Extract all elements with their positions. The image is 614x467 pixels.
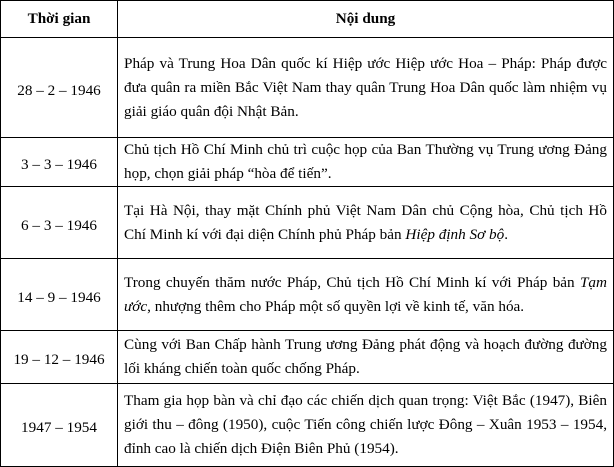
table-row bbox=[1, 187, 614, 259]
table-row bbox=[1, 259, 614, 331]
header-time: Thời gian bbox=[1, 1, 118, 38]
content-text: Tại Hà Nội, thay mặt Chính phủ Việt Nam Dân chủ Cộng hòa, Chủ tịch Hồ Chí Minh kí với đại diện Chính phủ Pháp bản bbox=[124, 201, 607, 243]
row-date: 6 – 3 – 1946 bbox=[1, 187, 118, 259]
content-text: Trong chuyến thăm nước Pháp, Chủ tịch Hồ Chí Minh kí với Pháp bản bbox=[124, 273, 580, 291]
row-content bbox=[118, 187, 614, 259]
table-row bbox=[1, 38, 614, 138]
row-content bbox=[118, 259, 614, 331]
row-content bbox=[118, 384, 614, 467]
header-row bbox=[1, 1, 614, 38]
content-italic-text: Tạm ước bbox=[124, 273, 607, 315]
row-date: 14 – 9 – 1946 bbox=[1, 259, 118, 331]
row-date: 19 – 12 – 1946 bbox=[1, 331, 118, 384]
content-italic-text: Hiệp định Sơ bộ bbox=[405, 225, 505, 243]
table-row bbox=[1, 138, 614, 187]
row-content bbox=[118, 138, 614, 187]
content-text: Cùng với Ban Chấp hành Trung ương Đảng phát động và hoạch đường đường lối kháng chiến toàn quốc chống Pháp. bbox=[124, 336, 607, 377]
row-content bbox=[118, 331, 614, 384]
content-text: . bbox=[504, 225, 509, 243]
content-text: , nhượng thêm cho Pháp một số quyền lợi về kinh tế, văn hóa. bbox=[147, 297, 525, 315]
table-row bbox=[1, 384, 614, 467]
table-row bbox=[1, 331, 614, 384]
row-date: 1947 – 1954 bbox=[1, 384, 118, 467]
row-date: 28 – 2 – 1946 bbox=[1, 38, 118, 138]
content-text: Chủ tịch Hồ Chí Minh chủ trì cuộc họp của Ban Thường vụ Trung ương Đảng họp, chọn giải pháp “hòa để tiến”. bbox=[124, 141, 607, 182]
row-date: 3 – 3 – 1946 bbox=[1, 138, 118, 187]
content-text: Tham gia họp bàn và chỉ đạo các chiến dịch quan trọng: Việt Bắc (1947), Biên giới thu – đông (1950), cuộc Tiến công chiến lược Đông – Xuân 1953 – 1954, đỉnh cao là chiến dịch Điện Biên Phủ (1954). bbox=[124, 392, 607, 457]
content-text: Pháp và Trung Hoa Dân quốc kí Hiệp ước Hiệp ước Hoa – Pháp: Pháp được đưa quân ra miền Bắc Việt Nam thay quân Trung Hoa Dân quốc làm nhiệm vụ giải giáo quân đội Nhật Bản. bbox=[124, 54, 607, 120]
row-content bbox=[118, 38, 614, 138]
header-content: Nội dung bbox=[118, 1, 614, 38]
